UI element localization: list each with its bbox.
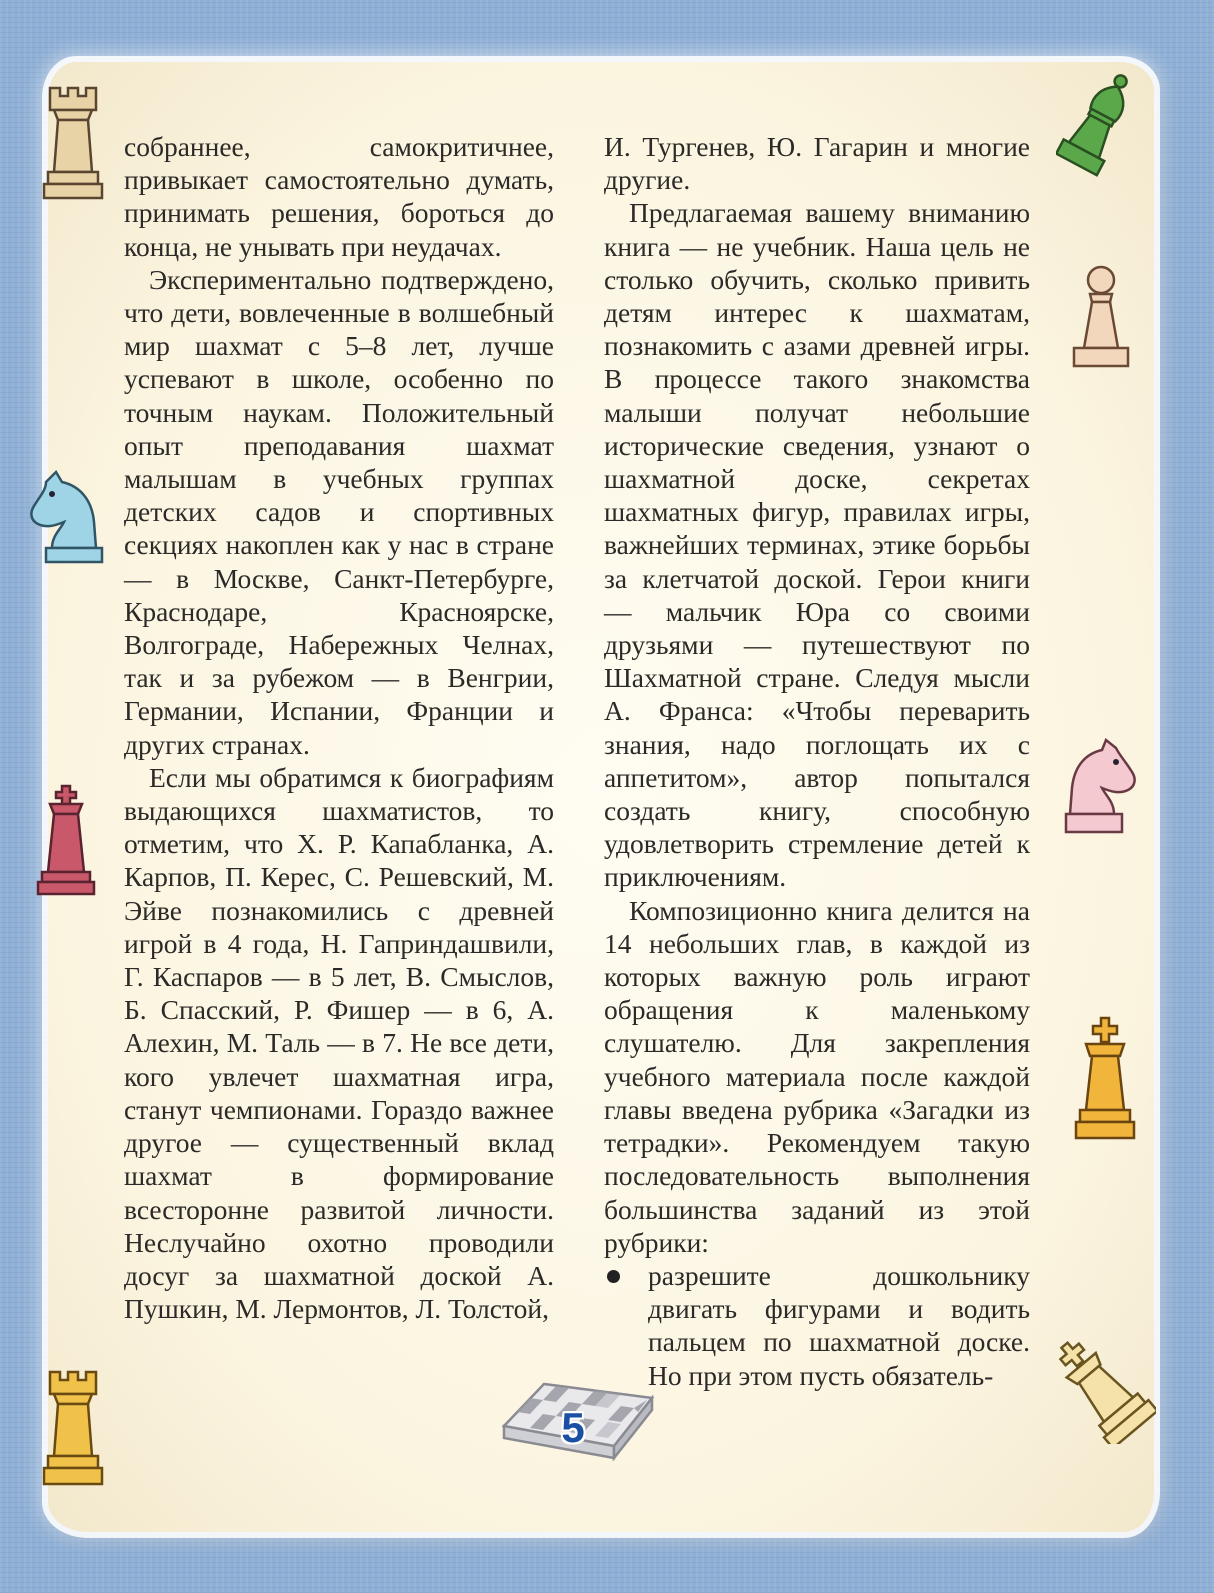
right-text-column [604,130,1030,1392]
bullet-icon [607,1270,620,1283]
page-number: 5 [561,1404,585,1451]
left-text-column [124,130,554,1325]
knight-icon [1060,736,1150,840]
paragraph: Если мы обратимся к биографиям выдающихся шахматистов, то отметим, что Х. Р. Капабланка, А. Карпов, П. Керес, С. Решевский, М. Эйве познакомились с древней игрой в 4 года, Н. Гаприндашвили, Г. Каспаров — в 5 лет, В. Смыслов, Б. Спасский, Р. Фишер — в 6, А. Алехин, М. Таль — в 7. Не все дети, кого увлечет шахматная игра, станут чемпионами. Гораздо важнее другое — существенный вклад шахмат в формирование всесторонне развитой личности. Неслучайно охотно проводили досуг за шахматной доской А. Пушкин, М. Лермонтов, Л. Толстой, [124,761,554,1325]
bullet-text: разрешите дошкольнику двигать фигурами и водить пальцем по шахматной доске. Но при этом пусть обязатель- [648,1259,1030,1391]
rook-icon [38,1366,108,1490]
paragraph: И. Тургенев, Ю. Гагарин и многие другие. [604,131,1030,196]
rook-icon [40,82,104,204]
paragraph: Предлагаемая вашему вниманию книга — не учебник. Наша цель не столько обучить, сколько привить детям интерес к шахматам, познакомить с азами древней игры. В процессе такого знакомства малыши получат небольшие исторические сведения, узнают о шахматной доске, секретах шахматных фигур, правилах игры, важнейших терминах, этике борьбы за клетчатой доской. Герои книги — мальчик Юра со своими друзьями — путешествуют по Шахматной стране. Следуя мысли А. Франса: «Чтобы переварить знания, надо поглощать их с аппетитом», автор попытался создать книгу, способную удовлетворить стремление детей к приключениям. [604,197,1030,893]
paragraph: Экспериментально подтверждено, что дети, вовлеченные в волшебный мир шахмат с 5–8 лет, лучше успевают в школе, особенно по точным наукам. Положительный опыт преподавания шахмат малышам в учебных группах детских садов и спортивных секциях накоплен как у нас в стране — в Москве, Санкт-Петербурге, Краснодаре, Красноярске, Волгограде, Набережных Челнах, так и за рубежом — в Венгрии, Германии, Испании, Франции и других странах. [124,263,554,760]
bullet-item [604,1259,1030,1392]
paragraph: собраннее, самокритичнее, привыкает самостоятельно думать, принимать решения, бороться до конца, не унывать при неудачах. [124,131,554,262]
page-number-badge [498,1378,658,1468]
queen-icon [36,782,96,898]
bishop-icon [1056,66,1142,178]
king-icon [1072,1016,1138,1144]
knight-icon [16,468,104,568]
pawn-icon [1068,262,1134,374]
paragraph: Композиционно книга делится на 14 небольших глав, в каждой из которых важную роль играют обращения к маленькому слушателю. Для закрепления учебного материала после каждой главы введена рубрика «Загадки из тетрадки». Рекомендуем такую последовательность выполнения большинства заданий из этой рубрики: [604,894,1030,1258]
king-icon [1044,1328,1156,1444]
